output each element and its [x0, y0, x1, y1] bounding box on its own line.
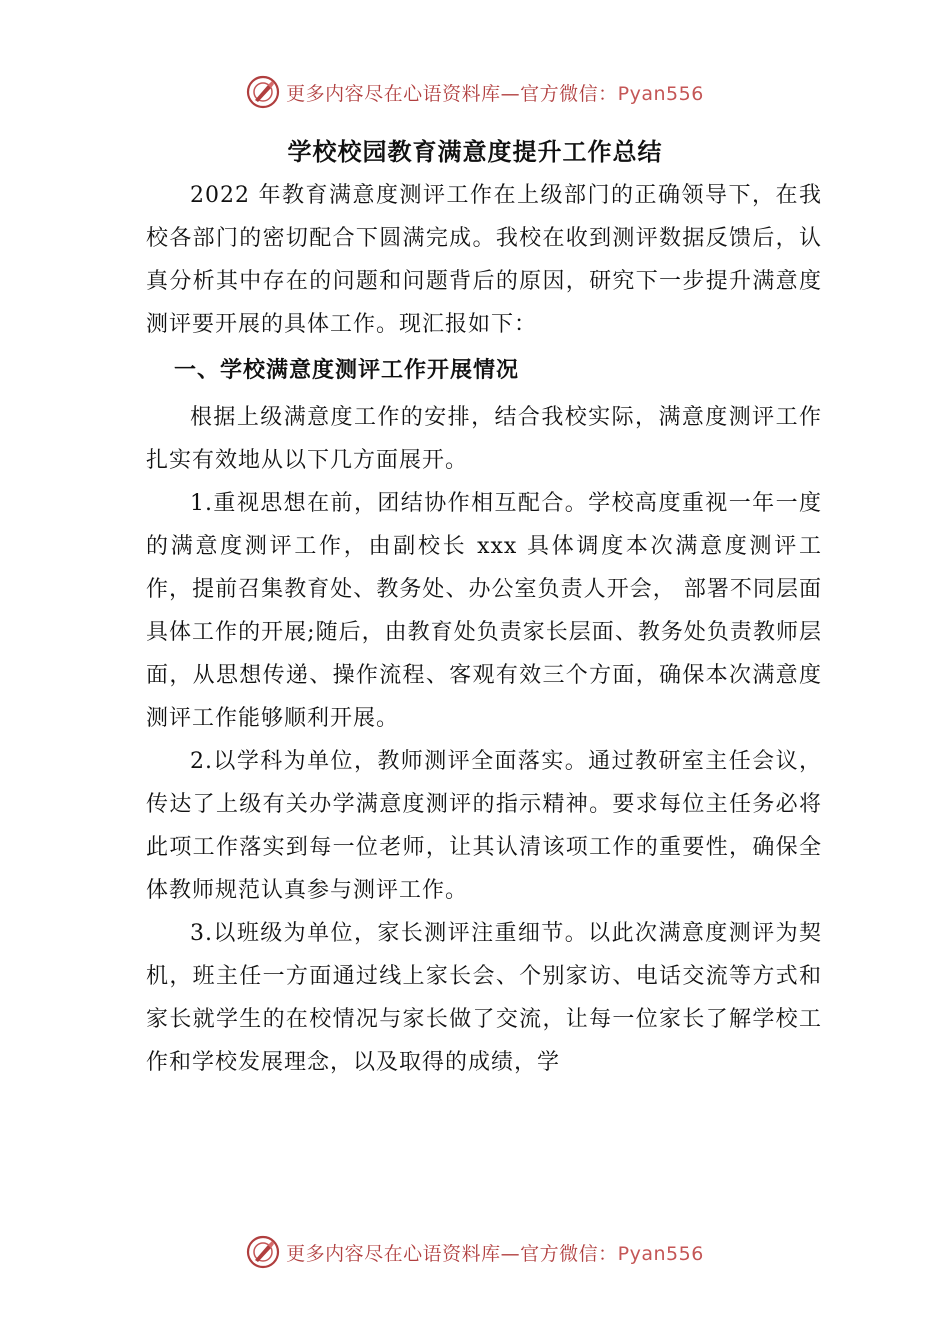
section-1-heading: 一、学校满意度测评工作开展情况 — [174, 358, 520, 383]
logo-icon — [246, 1235, 280, 1269]
footer-banner-text: 更多内容尽在心语资料库—官方微信： — [286, 1242, 618, 1265]
item-2-paragraph: 2.以学科为单位，教师测评全面落实。通过教研室主任会议，传达了上级有关办学满意度测评的指示精神。要求每位主任务必将此项工作落实到每一位老师，让其认清该项工作的重要性，确保全体教师规范认真参与测评工作。 — [146, 749, 822, 903]
document-body — [146, 174, 822, 1084]
footer-wechat-id: Pyan556 — [617, 1242, 704, 1265]
item-3-paragraph: 3.以班级为单位，家长测评注重细节。以此次满意度测评为契机，班主任一方面通过线上家长会、个别家访、电话交流等方式和家长就学生的在校情况与家长做了交流，让每一位家长了解学校工作和学校发展理念，以及取得的成绩，学 — [146, 921, 822, 1075]
header-wechat-id: Pyan556 — [617, 82, 704, 105]
section-1-intro: 根据上级满意度工作的安排，结合我校实际，满意度测评工作扎实有效地从以下几方面展开。 — [146, 405, 822, 473]
intro-paragraph: 2022 年教育满意度测评工作在上级部门的正确领导下，在我校各部门的密切配合下圆满完成。我校在收到测评数据反馈后，认真分析其中存在的问题和问题背后的原因，研究下一步提升满意度测评要开展的具体工作。现汇报如下： — [146, 183, 822, 337]
footer-banner — [0, 1230, 950, 1274]
item-1-paragraph: 1.重视思想在前，团结协作相互配合。学校高度重视一年一度的满意度测评工作，由副校长 xxx 具体调度本次满意度测评工作，提前召集教育处、教务处、办公室负责人开会， 部署不同层面具体工作的开展;随后，由教育处负责家长层面、教务处负责教师层面，从思想传递、操作流程、客观有效三个方面，确保本次满意度测评工作能够顺利开展。 — [146, 491, 822, 731]
header-banner — [0, 70, 950, 114]
header-banner-text: 更多内容尽在心语资料库—官方微信： — [286, 82, 618, 105]
document-title: 学校校园教育满意度提升工作总结 — [287, 138, 663, 166]
logo-icon — [246, 75, 280, 109]
